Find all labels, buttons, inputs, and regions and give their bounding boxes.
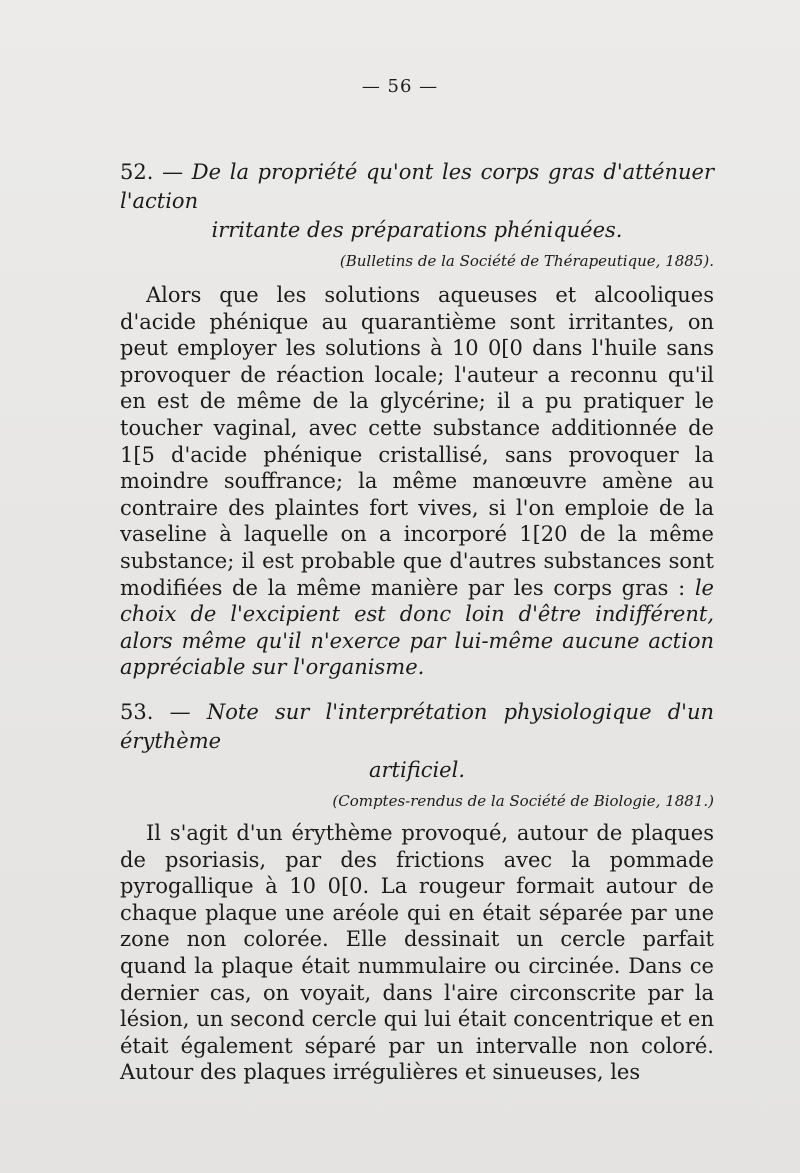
section-53-paragraph: Il s'agit d'un érythème provoqué, autour de plaques de psoriasis, par des frictions avec la pommade pyrogallique à 10 0[0. La rougeur formait autour de chaque plaque une aréole qui en était séparée par une zone non colorée. Elle dessinait un cercle parfait quand la plaque était nummulaire ou circinée. Dans ce dernier cas, on voyait, dans l'aire circonscrite par la lésion, un second cercle qui lui était concentrique et en était également séparé par un intervalle non coloré. Autour des plaques irrégulières et sinueuses, les [120, 821, 714, 1085]
section-52-title-text: De la propriété qu'ont les corps gras d'atténuer l'action [120, 160, 714, 213]
section-52-title-line2: irritante des préparations phéniquées. [211, 218, 623, 242]
section-53-number: 53. [120, 700, 154, 724]
section-52-heading [120, 158, 714, 271]
section-52-title-line1 [120, 158, 714, 216]
section-52-number: 52. [120, 160, 154, 184]
section-52-paragraph [120, 282, 714, 681]
section-53-heading [120, 698, 714, 811]
section-52-source: (Bulletins de la Société de Thérapeutique, 1885). [339, 252, 714, 270]
page-number: — 56 — [361, 76, 439, 97]
section-52-body [120, 282, 714, 681]
section-53-source: (Comptes-rendus de la Société de Biologie, 1881.) [332, 792, 714, 810]
section-52-dash: — [153, 160, 192, 184]
section-52-body-plain: Alors que les solutions aqueuses et alcooliques d'acide phénique au quarantième sont irritantes, on peut employer les solutions à 10 0[0 dans l'huile sans provoquer de réaction locale; l'auteur a reconnu qu'il en est de même de la glycérine; il a pu pratiquer le toucher vaginal, avec cette substance additionnée de 1[5 d'acide phénique cristallisé, sans provoquer la moindre souffrance; la même manœuvre amène au contraire des plaintes fort vives, si l'on emploie de la vaseline à laquelle on a incorporé 1[20 de la même substance; il est probable que d'autres substances sont modifiées de la même manière par les corps gras : [120, 283, 714, 600]
section-53-title-line1 [120, 698, 714, 756]
section-53-body [120, 820, 714, 1086]
section-53-title-line2: artificiel. [368, 758, 466, 782]
section-53-title-text: Note sur l'interprétation physiologique d'un érythème [120, 700, 714, 753]
section-52-body-italic: le choix de l'excipient est donc loin d'être indifférent, alors même qu'il n'exerce par lui-même aucune action appréciable sur l'organisme. [120, 575, 714, 680]
section-53-dash: — [153, 700, 207, 724]
